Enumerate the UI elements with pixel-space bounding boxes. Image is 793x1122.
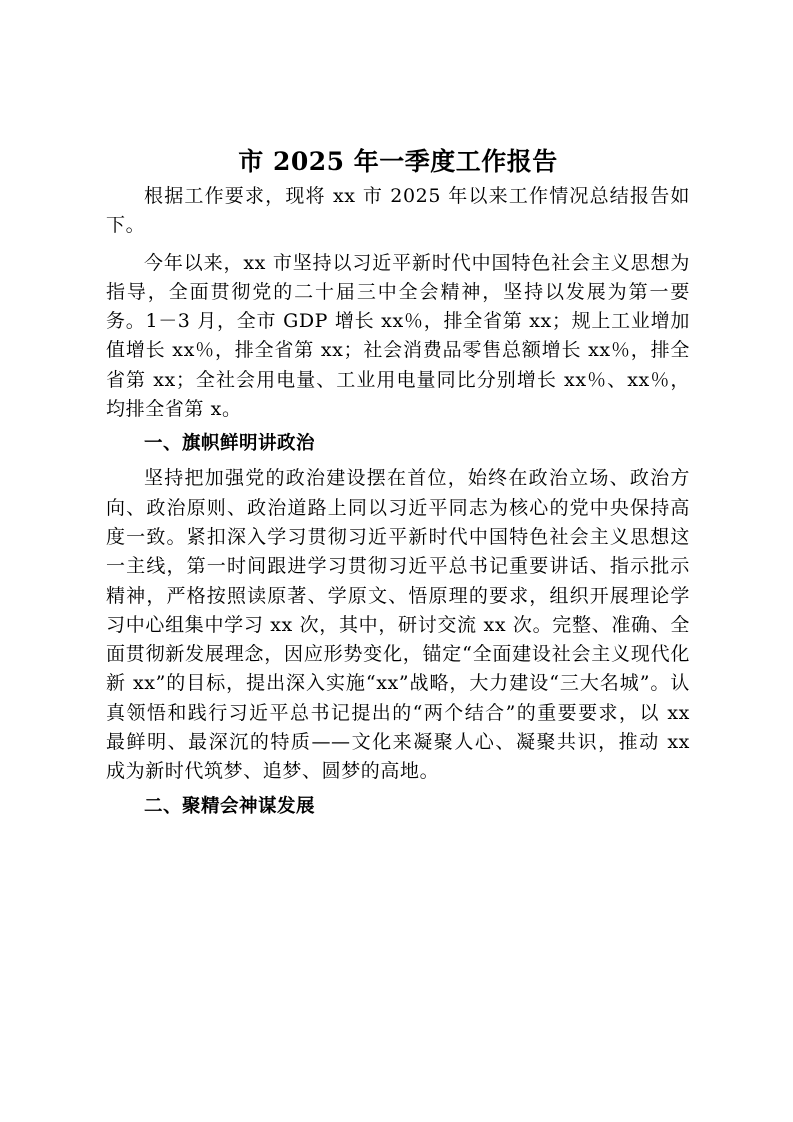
- section-body-politics: 坚持把加强党的政治建设摆在首位，始终在政治立场、政治方向、政治原则、政治道路上同以习近平同志为核心的党中央保持高度一致。紧扣深入学习贯彻习近平新时代中国特色社会主义思想这一主线，第一时间跟进学习贯彻习近平总书记重要讲话、指示批示精神，严格按照读原著、学原文、悟原理的要求，组织开展理论学习中心组集中学习 xx 次，其中，研讨交流 xx 次。完整、准确、全面贯彻新发展理念，因应形势变化，锚定“全面建设社会主义现代化新 xx”的目标，提出深入实施“xx”战略，大力建设“三大名城”。认真领悟和践行习近平总书记提出的“两个结合”的重要要求，以 xx 最鲜明、最深沉的特质——文化来凝聚人心、凝聚共识，推动 xx 成为新时代筑梦、追梦、圆梦的高地。: [106, 467, 690, 783]
- overview-paragraph: 今年以来，xx 市坚持以习近平新时代中国特色社会主义思想为指导，全面贯彻党的二十届三中全会精神，坚持以发展为第一要务。1－3 月，全市 GDP 增长 xx％，排全省第 xx；规上工业增加值增长 xx％，排全省第 xx；社会消费品零售总额增长 xx％，排全省第 xx；全社会用电量、工业用电量同比分别增长 xx％、xx％，均排全省第 x。: [106, 251, 690, 421]
- intro-paragraph: 根据工作要求，现将 xx 市 2025 年以来工作情况总结报告如下。: [106, 185, 690, 237]
- document-title: 市 2025 年一季度工作报告: [238, 147, 558, 176]
- section-heading-development: 二、聚精会神谋发展: [144, 795, 316, 817]
- paragraph-gap: [106, 241, 690, 249]
- document-body: [106, 142, 690, 827]
- section-heading-politics: 一、旗帜鲜明讲政治: [144, 433, 316, 455]
